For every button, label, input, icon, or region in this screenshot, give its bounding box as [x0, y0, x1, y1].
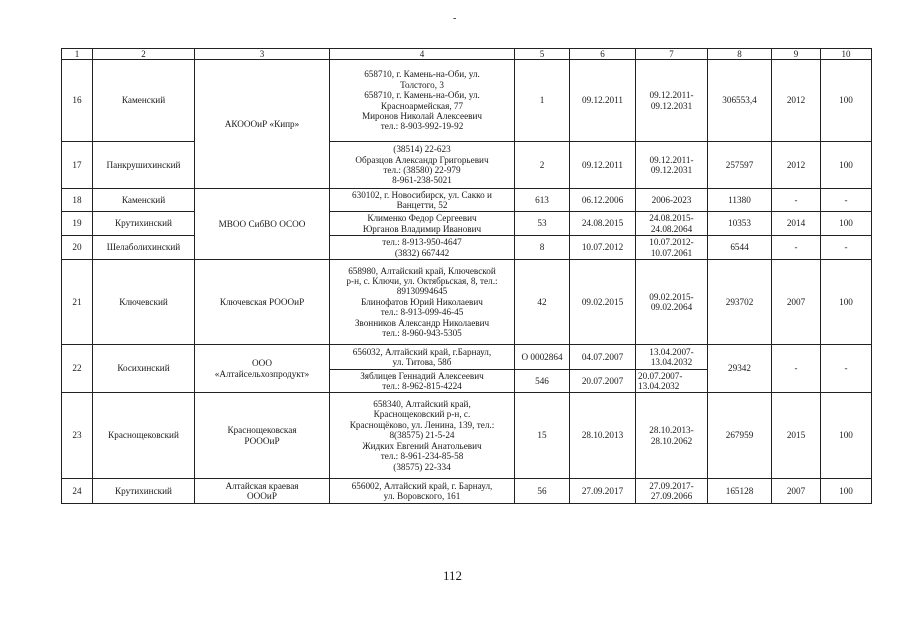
- area-cell: 165128: [708, 479, 772, 504]
- header-cell: 10: [821, 49, 872, 60]
- percent-cell: 100: [821, 479, 872, 504]
- header-cell: 2: [93, 49, 195, 60]
- year-cell: 2012: [772, 142, 821, 189]
- area-cell: 6544: [708, 236, 772, 260]
- period-cell: 27.09.2017- 27.09.2066: [636, 479, 708, 504]
- header-cell: 4: [330, 49, 515, 60]
- percent-cell: -: [821, 345, 872, 393]
- table-row: [62, 393, 872, 479]
- table-row: [62, 236, 872, 260]
- organization-cell: МВОО СибВО ОСОО: [195, 189, 330, 260]
- address-cell: 658710, г. Камень-на-Оби, ул. Толстого, 3 658710, г. Камень-на-Оби, ул. Красноармейская, 77 Миронов Николай Алексеевич тел.: 8-903-992-19-92: [330, 60, 515, 142]
- area-cell: 11380: [708, 189, 772, 212]
- percent-cell: -: [821, 236, 872, 260]
- period-cell: 28.10.2013- 28.10.2062: [636, 393, 708, 479]
- area-cell: 257597: [708, 142, 772, 189]
- year-cell: -: [772, 236, 821, 260]
- date-cell: 27.09.2017: [570, 479, 636, 504]
- header-cell: 5: [515, 49, 570, 60]
- table-row: [62, 212, 872, 236]
- table-row: [62, 60, 872, 142]
- number-cell: 8: [515, 236, 570, 260]
- address-cell: (38514) 22-623 Образцов Александр Григорьевич тел.: (38580) 22-979 8-961-238-5021: [330, 142, 515, 189]
- area-cell: 10353: [708, 212, 772, 236]
- percent-cell: 100: [821, 260, 872, 345]
- address-cell: 658340, Алтайский край, Краснощековский р-н, с. Краснощёково, ул. Ленина, 139, тел.: 8(38575) 21-5-24 Жидких Евгений Анатольевич тел.: 8-961-234-85-58 (38575) 22-334: [330, 393, 515, 479]
- table-row: [62, 142, 872, 189]
- date-cell: 04.07.2007: [570, 345, 636, 370]
- date-cell: 09.02.2015: [570, 260, 636, 345]
- district-cell: Косихинский: [93, 345, 195, 393]
- period-cell: 09.02.2015- 09.02.2064: [636, 260, 708, 345]
- date-cell: 09.12.2011: [570, 60, 636, 142]
- period-cell: 20.07.2007- 13.04.2032: [636, 370, 708, 393]
- year-cell: 2012: [772, 60, 821, 142]
- row-number: 21: [62, 260, 93, 345]
- row-number: 17: [62, 142, 93, 189]
- district-cell: Каменский: [93, 189, 195, 212]
- header-cell: 7: [636, 49, 708, 60]
- district-cell: Ключевский: [93, 260, 195, 345]
- header-cell: 6: [570, 49, 636, 60]
- table-row: [62, 260, 872, 345]
- address-cell: тел.: 8-913-950-4647 (3832) 667442: [330, 236, 515, 260]
- number-cell: 42: [515, 260, 570, 345]
- district-cell: Каменский: [93, 60, 195, 142]
- area-cell: 29342: [708, 345, 772, 393]
- table-row: [62, 345, 872, 370]
- organization-cell: Ключевская РОООиР: [195, 260, 330, 345]
- row-number: 22: [62, 345, 93, 393]
- address-cell: 656002, Алтайский край, г. Барнаул, ул. Воровского, 161: [330, 479, 515, 504]
- period-cell: 09.12.2011- 09.12.2031: [636, 60, 708, 142]
- number-cell: 56: [515, 479, 570, 504]
- year-cell: 2007: [772, 260, 821, 345]
- organization-cell: Краснощековская РОООиР: [195, 393, 330, 479]
- district-cell: Крутихинский: [93, 479, 195, 504]
- date-cell: 24.08.2015: [570, 212, 636, 236]
- year-cell: 2007: [772, 479, 821, 504]
- area-cell: 267959: [708, 393, 772, 479]
- row-number: 16: [62, 60, 93, 142]
- date-cell: 10.07.2012: [570, 236, 636, 260]
- address-cell: Зяблицев Геннадий Алексеевич тел.: 8-962-815-4224: [330, 370, 515, 393]
- number-cell: О 0002864: [515, 345, 570, 370]
- year-cell: -: [772, 189, 821, 212]
- row-number: 20: [62, 236, 93, 260]
- organization-cell: ООО «Алтайсельхозпродукт»: [195, 345, 330, 393]
- percent-cell: 100: [821, 60, 872, 142]
- number-cell: 1: [515, 60, 570, 142]
- year-cell: -: [772, 345, 821, 393]
- area-cell: 306553,4: [708, 60, 772, 142]
- row-number: 19: [62, 212, 93, 236]
- district-cell: Краснощековский: [93, 393, 195, 479]
- percent-cell: 100: [821, 142, 872, 189]
- top-mark: -: [453, 13, 457, 24]
- table-row: [62, 479, 872, 504]
- address-cell: Клименко Федор Сергеевич Юрганов Владимир Иванович: [330, 212, 515, 236]
- period-cell: 09.12.2011- 09.12.2031: [636, 142, 708, 189]
- header-cell: 1: [62, 49, 93, 60]
- area-cell: 293702: [708, 260, 772, 345]
- address-cell: 658980, Алтайский край, Ключевской р-н, с. Ключи, ул. Октябрьская, 8, тел.: 89130994645 Блинофатов Юрий Николаевич тел.: 8-913-099-46-45 Звонников Александр Николаевич тел.: 8-960-943-5305: [330, 260, 515, 345]
- period-cell: 10.07.2012- 10.07.2061: [636, 236, 708, 260]
- number-cell: 546: [515, 370, 570, 393]
- row-number: 23: [62, 393, 93, 479]
- row-number: 18: [62, 189, 93, 212]
- page-number: 112: [442, 568, 463, 583]
- year-cell: 2014: [772, 212, 821, 236]
- date-cell: 06.12.2006: [570, 189, 636, 212]
- number-cell: 613: [515, 189, 570, 212]
- date-cell: 20.07.2007: [570, 370, 636, 393]
- percent-cell: 100: [821, 393, 872, 479]
- header-cell: 8: [708, 49, 772, 60]
- percent-cell: 100: [821, 212, 872, 236]
- registry-table: [61, 48, 872, 504]
- percent-cell: -: [821, 189, 872, 212]
- row-number: 24: [62, 479, 93, 504]
- district-cell: Шелаболихинский: [93, 236, 195, 260]
- period-cell: 2006-2023: [636, 189, 708, 212]
- date-cell: 09.12.2011: [570, 142, 636, 189]
- period-cell: 24.08.2015- 24.08.2064: [636, 212, 708, 236]
- number-cell: 15: [515, 393, 570, 479]
- date-cell: 28.10.2013: [570, 393, 636, 479]
- table-row: [62, 189, 872, 212]
- organization-cell: Алтайская краевая ОООиР: [195, 479, 330, 504]
- header-row: [62, 49, 872, 60]
- number-cell: 53: [515, 212, 570, 236]
- district-cell: Панкрушихинский: [93, 142, 195, 189]
- address-cell: 630102, г. Новосибирск, ул. Сакко и Ванцетти, 52: [330, 189, 515, 212]
- period-cell: 13.04.2007- 13.04.2032: [636, 345, 708, 370]
- organization-cell: АКОООиР «Кипр»: [195, 60, 330, 189]
- address-cell: 656032, Алтайский край, г.Барнаул, ул. Титова, 58б: [330, 345, 515, 370]
- district-cell: Крутихинский: [93, 212, 195, 236]
- header-cell: 3: [195, 49, 330, 60]
- number-cell: 2: [515, 142, 570, 189]
- year-cell: 2015: [772, 393, 821, 479]
- header-cell: 9: [772, 49, 821, 60]
